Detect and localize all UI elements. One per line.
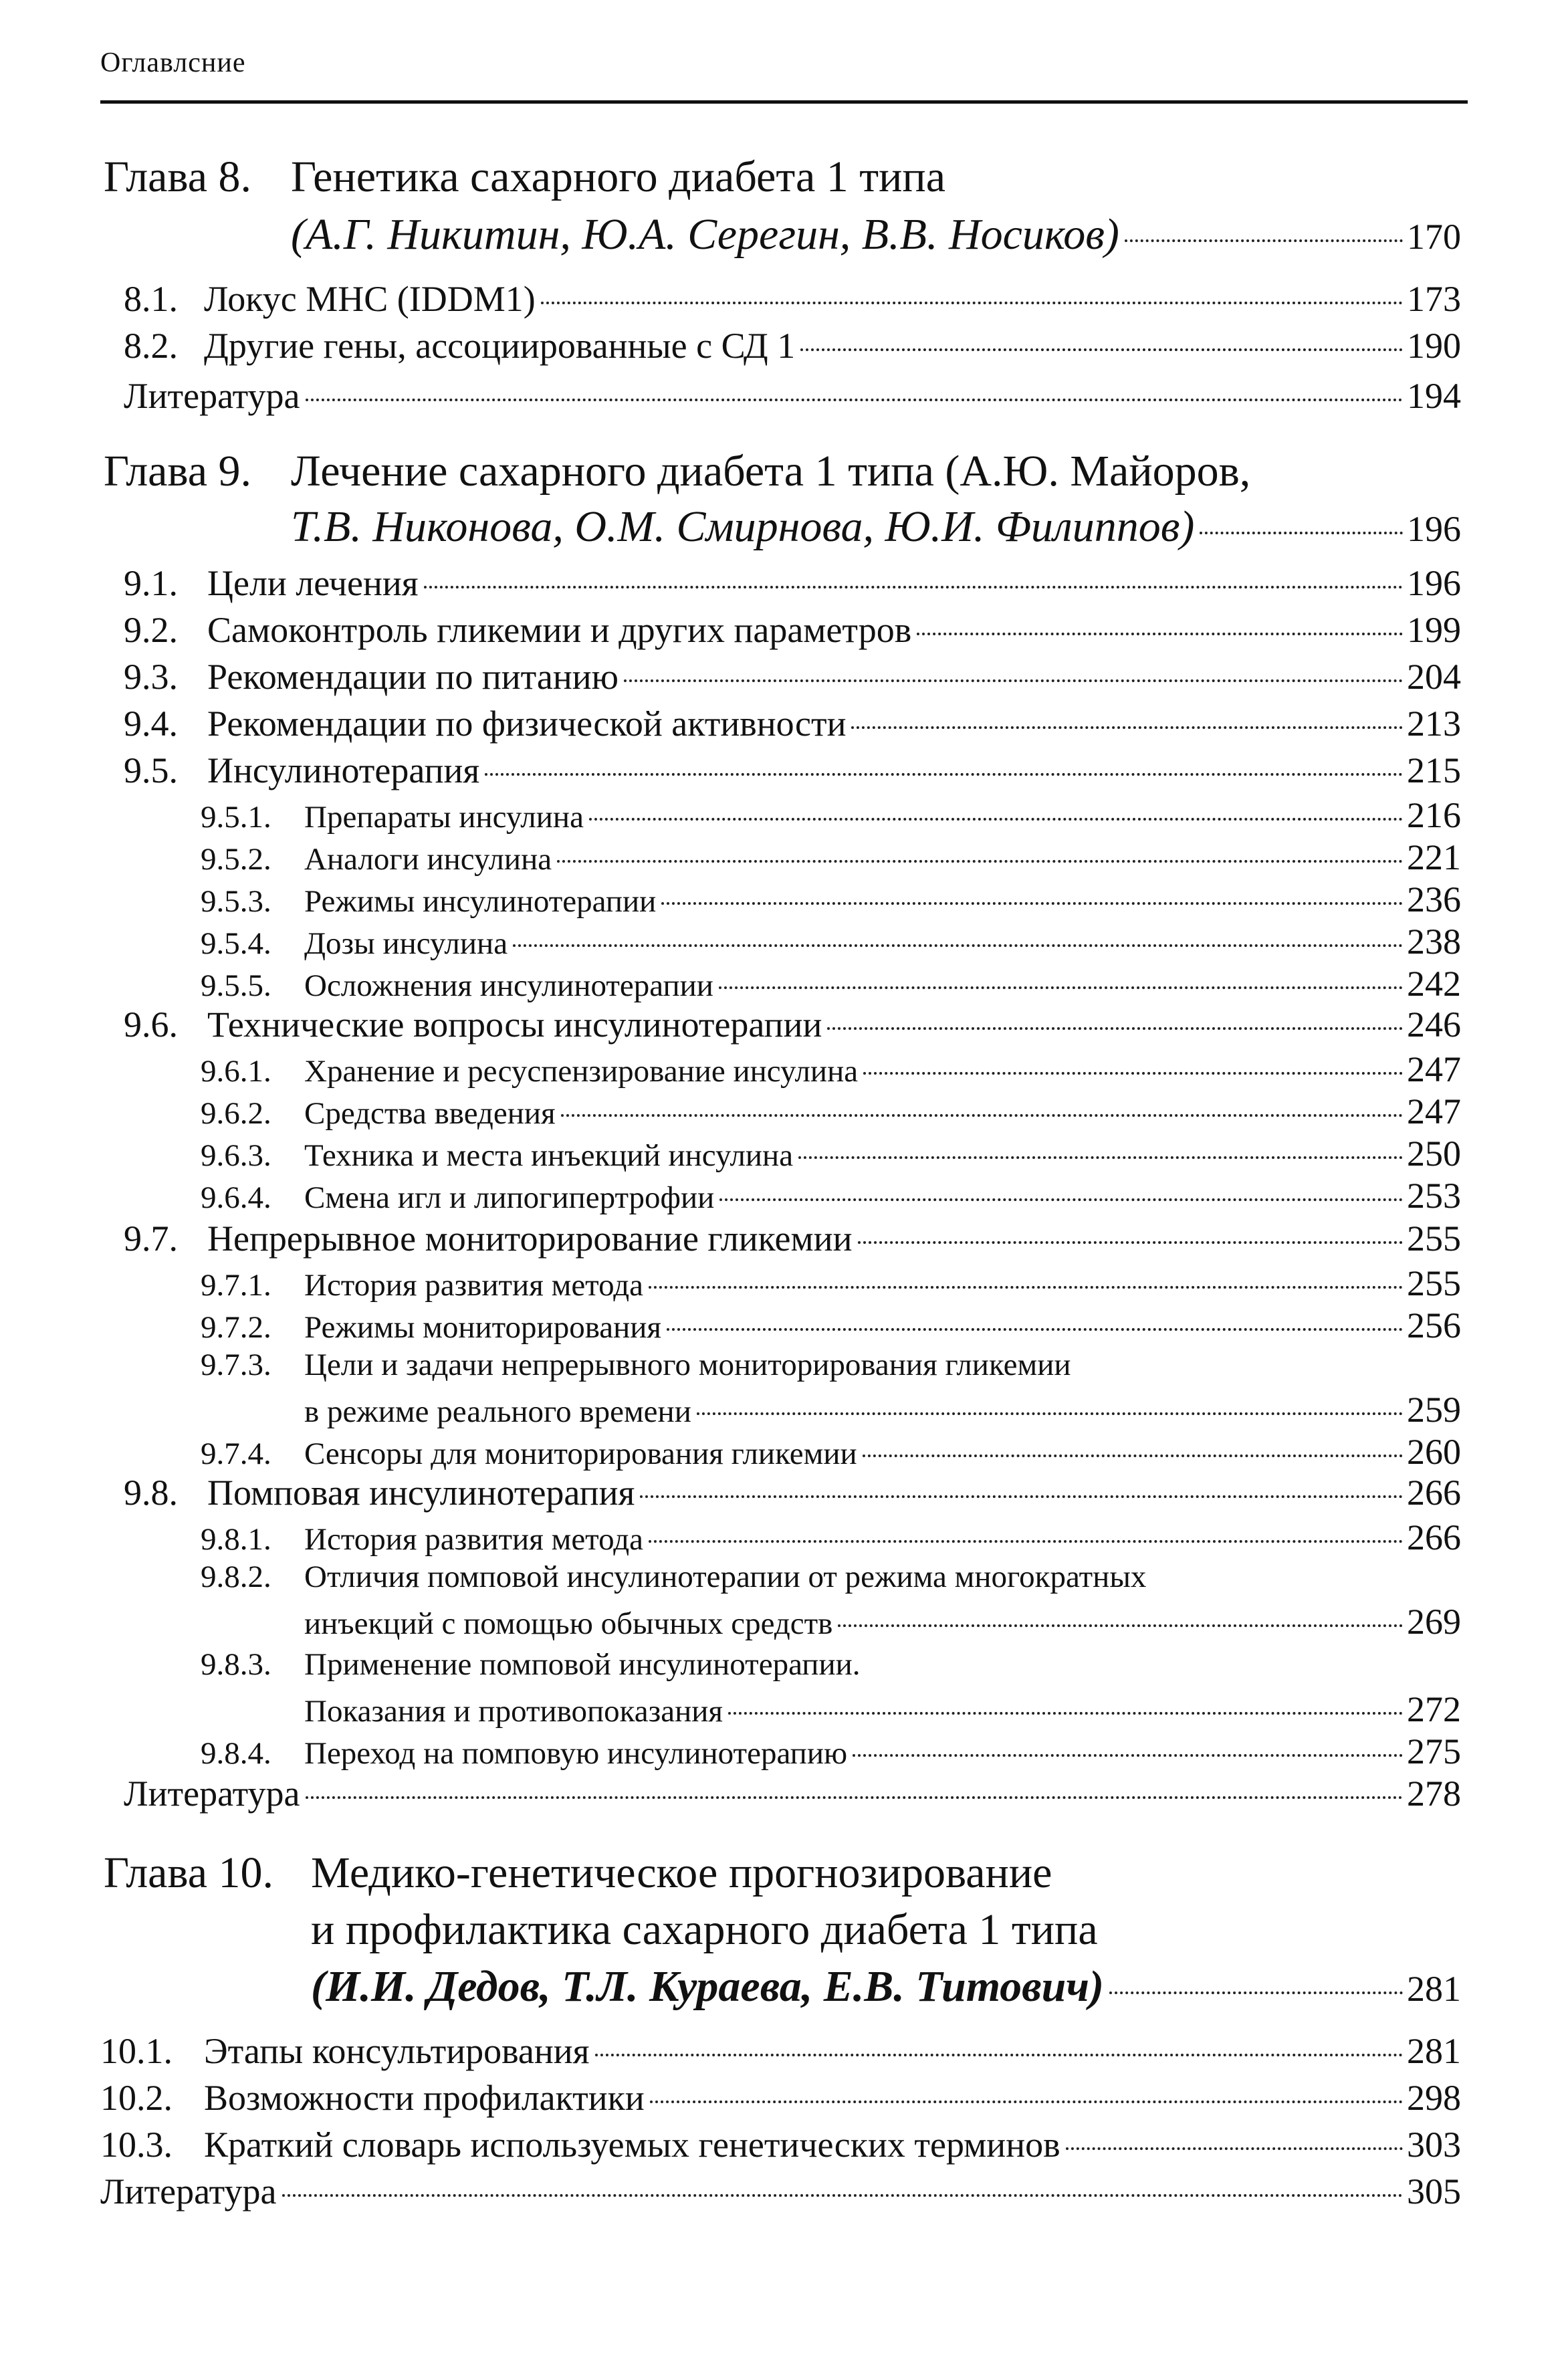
section-9-1[interactable]: [124, 565, 1461, 601]
page-number: 256: [1407, 1305, 1461, 1346]
dot-leader: [561, 1114, 1403, 1117]
page-number: 215: [1407, 750, 1461, 790]
dot-leader: [667, 1328, 1403, 1331]
subsection-9-7-4[interactable]: [201, 1434, 1461, 1470]
section-number: 9.7.: [124, 1218, 178, 1259]
page-number: 281: [1407, 2031, 1461, 2071]
section-number: 10.3.: [100, 2125, 173, 2165]
page-number: 255: [1407, 1218, 1461, 1259]
dot-leader: [719, 986, 1403, 989]
subsection-9-5-5[interactable]: [201, 966, 1461, 1002]
dot-leader: [424, 586, 1403, 588]
section-9-3[interactable]: [124, 659, 1461, 695]
subsection-title: Осложнения инсулинотерапии: [304, 968, 713, 1003]
dot-leader: [863, 1072, 1403, 1075]
dot-leader: [485, 773, 1403, 776]
subsection-9-7-3[interactable]: [201, 1350, 1071, 1381]
section-title: Этапы консультирования: [204, 2031, 590, 2071]
chapter-10-title-continued[interactable]: [311, 1905, 1098, 1954]
subsection-title: Режимы инсулинотерапии: [304, 884, 657, 919]
page-number: 275: [1407, 1731, 1461, 1771]
dot-leader: [863, 1455, 1403, 1457]
section-number: 9.3.: [124, 657, 178, 697]
section-9-7[interactable]: [124, 1220, 1461, 1257]
subsection-9-8-3-continued[interactable]: [304, 1691, 1461, 1727]
chapter-10-authors[interactable]: [311, 1962, 1461, 2011]
subsection-number: 9.7.1.: [201, 1268, 271, 1303]
subsection-number: 9.5.3.: [201, 884, 271, 919]
subsection-title: Переход на помповую инсулинотерапию: [304, 1736, 848, 1771]
subsection-number: 9.8.1.: [201, 1522, 271, 1557]
chapter-title: Лечение сахарного диабета 1 типа (А.Ю. Майоров,: [291, 447, 1251, 496]
dot-leader: [728, 1712, 1403, 1715]
section-9-2[interactable]: [124, 612, 1461, 648]
section-number: 9.1.: [124, 563, 178, 603]
page-number: 303: [1407, 2125, 1461, 2165]
section-number: 9.5.: [124, 750, 178, 790]
chapter-authors: (И.И. Дедов, Т.Л. Кураева, Е.В. Титович): [311, 1962, 1105, 2011]
dot-leader: [513, 944, 1403, 947]
dot-leader: [306, 1796, 1403, 1799]
chapter-title: Медико-генетическое прогнозирование: [311, 1848, 1052, 1897]
dot-leader: [595, 2054, 1403, 2056]
page-number: 204: [1407, 657, 1461, 697]
dot-leader: [557, 860, 1403, 863]
section-8-2[interactable]: [124, 328, 1461, 364]
subsection-title: Сенсоры для мониторирования гликемии: [304, 1436, 857, 1471]
page-number: 246: [1407, 1004, 1461, 1045]
dot-leader: [1125, 239, 1403, 242]
page-number: 196: [1407, 509, 1461, 549]
literature-ch10[interactable]: [100, 2173, 1461, 2210]
subsection-title: Применение помповой инсулинотерапии.: [304, 1647, 861, 1682]
subsection-9-5-1[interactable]: [201, 797, 1461, 833]
section-10-3[interactable]: [100, 2127, 1461, 2163]
chapter-8-heading[interactable]: [104, 152, 946, 201]
section-8-1[interactable]: [124, 281, 1461, 317]
page-number: 216: [1407, 795, 1461, 835]
chapter-authors: Т.В. Никонова, О.М. Смирнова, Ю.И. Филиппов): [291, 502, 1195, 551]
subsection-title: Хранение и ресуспензирование инсулина: [304, 1054, 859, 1089]
page-number: 170: [1407, 217, 1461, 257]
subsection-title: Отличия помповой инсулинотерапии от режима многократных: [304, 1559, 1147, 1594]
subsection-title: Цели и задачи непрерывного мониторирования гликемии: [304, 1348, 1071, 1382]
dot-leader: [1200, 532, 1403, 534]
chapter-title: Генетика сахарного диабета 1 типа: [291, 152, 946, 201]
page-number: 269: [1407, 1602, 1461, 1642]
section-title: Другие гены, ассоциированные с СД 1: [204, 326, 796, 366]
subsection-number: 9.5.1.: [201, 800, 271, 835]
dot-leader: [858, 1241, 1404, 1244]
subsection-title: Смена игл и липогипертрофии: [304, 1180, 715, 1215]
section-number: 8.2.: [124, 326, 178, 366]
section-title: Инсулинотерапия: [207, 750, 480, 790]
section-number: 9.4.: [124, 704, 178, 744]
section-number: 9.2.: [124, 610, 178, 650]
subsection-number: 9.6.3.: [201, 1138, 271, 1173]
chapter-10-heading[interactable]: [104, 1848, 1052, 1897]
subsection-9-7-1[interactable]: [201, 1265, 1461, 1301]
chapter-number: Глава 9.: [104, 447, 252, 496]
page-number: 242: [1407, 964, 1461, 1004]
page-number: 196: [1407, 563, 1461, 603]
subsection-title: Режимы мониторирования: [304, 1310, 662, 1345]
section-10-2[interactable]: [100, 2080, 1461, 2116]
subsection-9-8-4[interactable]: [201, 1733, 1461, 1769]
subsection-9-7-3-continued[interactable]: [304, 1392, 1461, 1428]
chapter-9-heading[interactable]: [104, 449, 1250, 494]
dot-leader: [282, 2194, 1403, 2197]
dot-leader: [649, 1540, 1403, 1543]
dot-leader: [1109, 1992, 1403, 1994]
page-number: 250: [1407, 1134, 1461, 1174]
dot-leader: [917, 633, 1403, 635]
page-number: 199: [1407, 610, 1461, 650]
section-title: Локус МНС (IDDM1): [204, 279, 536, 319]
page-number: 247: [1407, 1049, 1461, 1089]
section-10-1[interactable]: [100, 2033, 1461, 2069]
subsection-9-6-2[interactable]: [201, 1091, 1461, 1132]
dot-leader: [838, 1624, 1403, 1627]
subsection-9-7-2[interactable]: [201, 1305, 1461, 1346]
page-number: 173: [1407, 279, 1461, 319]
section-number: 8.1.: [124, 279, 178, 319]
dot-leader: [719, 1198, 1403, 1201]
page-number: 213: [1407, 704, 1461, 744]
subsection-title: Аналоги инсулина: [304, 842, 552, 877]
page-number: 272: [1407, 1689, 1461, 1729]
section-9-8[interactable]: [124, 1475, 1461, 1511]
section-9-5[interactable]: [124, 752, 1461, 788]
chapter-title-continued: и профилактика сахарного диабета 1 типа: [311, 1905, 1098, 1954]
page-number: 221: [1407, 837, 1461, 877]
dot-leader: [853, 1754, 1403, 1757]
page-number: 253: [1407, 1176, 1461, 1216]
chapter-number: Глава 8.: [104, 152, 252, 201]
section-9-6[interactable]: [124, 1006, 1461, 1043]
subsection-9-8-2-continued[interactable]: [304, 1604, 1461, 1640]
page-number: 194: [1407, 376, 1461, 416]
page-number: 298: [1407, 2078, 1461, 2118]
chapter-number: Глава 10.: [104, 1848, 274, 1897]
page-number: 247: [1407, 1091, 1461, 1132]
page-number: 281: [1407, 1969, 1461, 2009]
dot-leader: [827, 1027, 1403, 1030]
section-number: 9.8.: [124, 1473, 178, 1513]
subsection-number: 9.7.2.: [201, 1310, 271, 1345]
dot-leader: [1066, 2147, 1403, 2150]
subsection-9-6-3[interactable]: [201, 1136, 1461, 1172]
dot-leader: [697, 1412, 1403, 1415]
subsection-9-5-3[interactable]: [201, 881, 1461, 918]
page-number: 266: [1407, 1473, 1461, 1513]
page-number: 238: [1407, 922, 1461, 962]
literature-title: Литература: [124, 376, 300, 416]
section-title: Непрерывное мониторирование гликемии: [207, 1218, 853, 1259]
dot-leader: [589, 818, 1403, 821]
subsection-title: Средства введения: [304, 1096, 556, 1131]
dot-leader: [800, 348, 1403, 351]
dot-leader: [650, 2101, 1403, 2103]
literature-title: Литература: [124, 1773, 300, 1814]
section-number: 9.6.: [124, 1004, 178, 1045]
chapter-authors: (А.Г. Никитин, Ю.А. Серегин, В.В. Носиков): [291, 210, 1119, 259]
subsection-9-8-3[interactable]: [201, 1649, 861, 1681]
section-title: Краткий словарь используемых генетических терминов: [204, 2125, 1060, 2165]
section-title: Рекомендации по питанию: [207, 657, 619, 697]
subsection-title-continued: инъекций с помощью обычных средств: [304, 1606, 833, 1641]
subsection-title-continued: Показания и противопоказания: [304, 1694, 723, 1729]
subsection-number: 9.6.2.: [201, 1096, 271, 1131]
section-9-4[interactable]: [124, 706, 1461, 742]
page-number: 255: [1407, 1263, 1461, 1303]
page-number: 190: [1407, 326, 1461, 366]
subsection-number: 9.5.2.: [201, 842, 271, 877]
subsection-9-5-4[interactable]: [201, 924, 1461, 960]
page-number: 305: [1407, 2171, 1461, 2212]
subsection-number: 9.7.4.: [201, 1436, 271, 1471]
section-title: Самоконтроль гликемии и других параметров: [207, 610, 912, 650]
subsection-number: 9.8.2.: [201, 1559, 271, 1594]
page-number: 236: [1407, 879, 1461, 920]
subsection-9-8-2[interactable]: [201, 1559, 1147, 1594]
dot-leader: [624, 679, 1403, 682]
literature-ch8[interactable]: [124, 378, 1461, 414]
page-number: 260: [1407, 1432, 1461, 1472]
subsection-title: Препараты инсулина: [304, 800, 584, 835]
dot-leader: [798, 1156, 1403, 1159]
subsection-title: История развития метода: [304, 1268, 644, 1303]
section-number: 10.2.: [100, 2078, 173, 2118]
literature-ch9[interactable]: [124, 1775, 1461, 1812]
subsection-number: 9.5.4.: [201, 926, 271, 961]
subsection-number: 9.6.4.: [201, 1180, 271, 1215]
literature-title: Литература: [100, 2171, 277, 2212]
section-title: Технические вопросы инсулинотерапии: [207, 1004, 822, 1045]
page-number: 278: [1407, 1773, 1461, 1814]
section-title: Цели лечения: [207, 563, 419, 603]
running-header: Оглавлсние: [100, 47, 246, 78]
section-title: Помповая инсулинотерапия: [207, 1473, 635, 1513]
subsection-number: 9.7.3.: [201, 1348, 271, 1382]
section-title: Возможности профилактики: [204, 2078, 645, 2118]
page-number: 259: [1407, 1390, 1461, 1430]
section-number: 10.1.: [100, 2031, 173, 2071]
chapter-9-authors[interactable]: [291, 502, 1461, 551]
subsection-number: 9.8.3.: [201, 1647, 271, 1682]
subsection-number: 9.8.4.: [201, 1736, 271, 1771]
dot-leader: [649, 1286, 1403, 1289]
subsection-title: История развития метода: [304, 1522, 644, 1557]
section-title: Рекомендации по физической активности: [207, 704, 847, 744]
subsection-number: 9.6.1.: [201, 1054, 271, 1089]
dot-leader: [661, 902, 1403, 905]
subsection-9-6-4[interactable]: [201, 1178, 1461, 1214]
dot-leader: [640, 1495, 1403, 1498]
dot-leader: [851, 726, 1403, 729]
chapter-8-authors[interactable]: [291, 210, 1461, 259]
page-number: 266: [1407, 1517, 1461, 1557]
subsection-9-6-1[interactable]: [201, 1051, 1461, 1087]
subsection-number: 9.5.5.: [201, 968, 271, 1003]
subsection-title: Дозы инсулина: [304, 926, 508, 961]
subsection-title-continued: в режиме реального времени: [304, 1394, 691, 1429]
dot-leader: [306, 399, 1403, 401]
subsection-9-8-1[interactable]: [201, 1519, 1461, 1555]
subsection-9-5-2[interactable]: [201, 839, 1461, 875]
subsection-title: Техника и места инъекций инсулина: [304, 1138, 794, 1173]
dot-leader: [541, 302, 1403, 304]
